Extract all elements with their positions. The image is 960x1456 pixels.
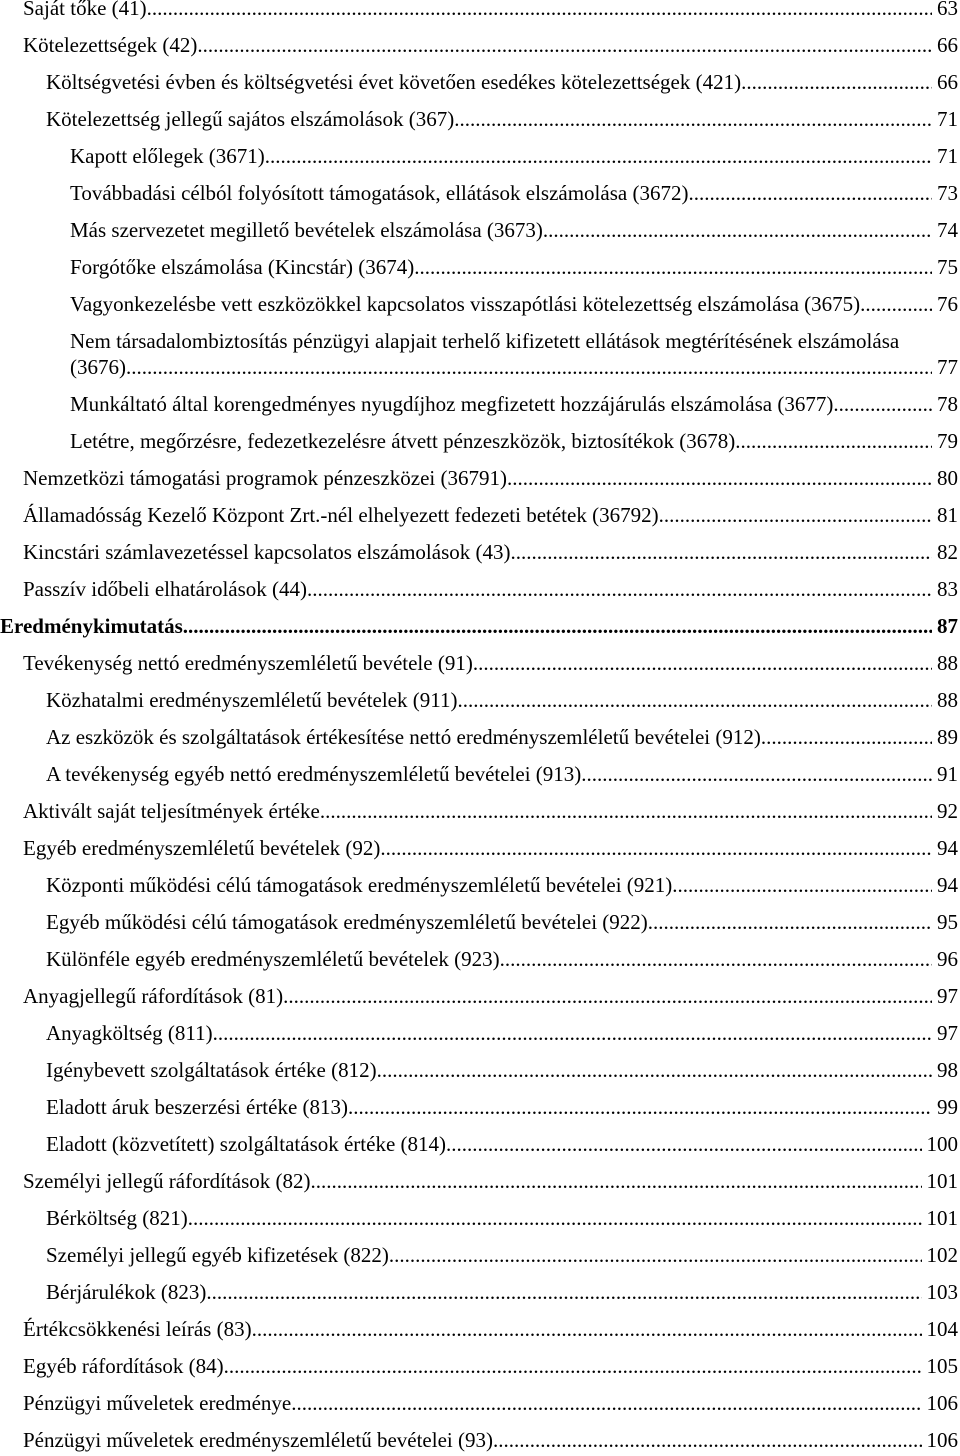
toc-entry-page-number: 97 [932,983,960,1009]
toc-entry-title: Forgótőke elszámolása (Kincstár) (3674) [70,255,415,279]
toc-entry-title: Igénybevett szolgáltatások értéke (812) [46,1058,377,1082]
toc-entry[interactable] [0,1316,960,1342]
toc-entry-title: Egyéb ráfordítások (84) [23,1354,224,1378]
toc-entry-page-number: 79 [932,428,960,454]
toc-entry-page-number: 101 [922,1205,960,1231]
toc-entry[interactable] [0,502,960,528]
toc-entry[interactable] [0,32,960,58]
toc-entry-title: Továbbadási célból folyósított támogatások, ellátások elszámolása (3672) [70,181,689,205]
toc-entry-page-number: 95 [932,909,960,935]
toc-entry-page-number: 88 [932,650,960,676]
toc-entry[interactable] [0,1094,960,1120]
toc-entry[interactable] [0,1353,960,1379]
toc-entry-page-number: 91 [932,761,960,787]
toc-entry-page-number: 80 [932,465,960,491]
toc-entry-title: Személyi jellegű egyéb kifizetések (822) [46,1243,389,1267]
toc-entry-title: Költségvetési évben és költségvetési évet követően esedékes kötelezettségek (421) [46,70,742,94]
toc-entry-page-number: 102 [922,1242,960,1268]
toc-entry-title: Kapott előlegek (3671) [70,144,265,168]
toc-entry-page-number: 106 [922,1390,960,1416]
toc-entry-title: Saját tőke (41) [23,0,147,20]
toc-entry[interactable] [0,465,960,491]
toc-entry-page-number: 82 [932,539,960,565]
toc-entry[interactable] [0,539,960,565]
toc-entry-title: Pénzügyi műveletek eredménye [23,1391,292,1415]
toc-entry-page-number: 101 [922,1168,960,1194]
toc-entry[interactable] [0,761,960,787]
toc-entry-page-number: 83 [932,576,960,602]
toc-entry-title: Központi működési célú támogatások eredményszemléletű bevételei (921) [46,873,673,897]
toc-entry-page-number: 71 [932,106,960,132]
toc-entry-page-number: 106 [922,1427,960,1453]
toc-entry[interactable] [0,1427,960,1453]
toc-entry[interactable] [0,1168,960,1194]
toc-entry[interactable] [0,687,960,713]
toc-entry-page-number: 104 [922,1316,960,1342]
toc-entry-page-number: 76 [932,291,960,317]
toc-entry-page-number: 89 [932,724,960,750]
toc-entry[interactable] [0,254,960,280]
toc-entry-title: Államadósság Kezelő Központ Zrt.-nél elhelyezett fedezeti betétek (36792) [23,503,659,527]
toc-entry-title: Az eszközök és szolgáltatások értékesítése nettó eredményszemléletű bevételei (912) [46,725,761,749]
toc-entry-title: Eladott (közvetített) szolgáltatások értéke (814) [46,1132,447,1156]
toc-entry-title: Pénzügyi műveletek eredményszemléletű bevételei (93) [23,1428,493,1452]
toc-entry[interactable] [0,69,960,95]
toc-entry-title: Letétre, megőrzésre, fedezetkezelésre átvett pénzeszközök, biztosítékok (3678) [70,429,736,453]
toc-entry[interactable] [0,1131,960,1157]
toc-entry[interactable] [0,1205,960,1231]
toc-entry-page-number: 81 [932,502,960,528]
toc-entry-title: Nem társadalombiztosítás pénzügyi alapjait terhelő kifizetett ellátások megtérítésének elszámolása (3676) [70,329,900,379]
toc-entry-title: Vagyonkezelésbe vett eszközökkel kapcsolatos visszapótlási kötelezettség elszámolása (3675) [70,292,861,316]
toc-entry[interactable] [0,428,960,454]
toc-entry-title: Értékcsökkenési leírás (83) [23,1317,252,1341]
toc-entry[interactable] [0,328,960,380]
toc-entry[interactable] [0,143,960,169]
toc-entry-page-number: 94 [932,872,960,898]
toc-entry[interactable] [0,217,960,243]
toc-entry[interactable] [0,1020,960,1046]
toc-entry-title: Munkáltató által korengedményes nyugdíjhoz megfizetett hozzájárulás elszámolása (3677) [70,392,834,416]
toc-entry-title: Bérköltség (821) [46,1206,188,1230]
toc-entry-title: Nemzetközi támogatási programok pénzeszközei (36791) [23,466,507,490]
toc-entry-title: A tevékenység egyéb nettó eredményszemléletű bevételei (913) [46,762,582,786]
toc-entry-title: Egyéb működési célú támogatások eredményszemléletű bevételei (922) [46,910,648,934]
toc-entry-page-number: 99 [932,1094,960,1120]
toc-entry-title: Személyi jellegű ráfordítások (82) [23,1169,311,1193]
toc-entry-title: Más szervezetet megillető bevételek elszámolása (3673) [70,218,543,242]
toc-entry[interactable] [0,1279,960,1305]
toc-entry-page-number: 96 [932,946,960,972]
toc-entry-title: Kincstári számlavezetéssel kapcsolatos elszámolások (43) [23,540,511,564]
toc-entry-title: Eladott áruk beszerzési értéke (813) [46,1095,349,1119]
toc-entry-page-number: 88 [932,687,960,713]
toc-entry[interactable] [0,946,960,972]
toc-entry-page-number: 78 [932,391,960,417]
toc-entry[interactable] [0,872,960,898]
toc-entry[interactable] [0,1390,960,1416]
toc-entry-page-number: 74 [932,217,960,243]
toc-entry-page-number: 66 [932,32,960,58]
toc-entry-page-number: 92 [932,798,960,824]
toc-entry[interactable] [0,983,960,1009]
toc-entry-page-number: 63 [932,0,960,21]
toc-entry-page-number: 94 [932,835,960,861]
toc-entry-page-number: 98 [932,1057,960,1083]
toc-entry-title: Egyéb eredményszemléletű bevételek (92) [23,836,381,860]
toc-entry-page-number: 75 [932,254,960,280]
toc-heading-title: Eredménykimutatás [0,614,183,638]
toc-entry-page-number: 100 [922,1131,960,1157]
toc-entry[interactable] [0,291,960,317]
toc-entry[interactable] [0,909,960,935]
toc-entry-title: Aktivált saját teljesítmények értéke [23,799,320,823]
toc-entry[interactable] [0,798,960,824]
toc-entry-page-number: 103 [922,1279,960,1305]
toc-entry[interactable] [0,1242,960,1268]
toc-entry-page-number: 66 [932,69,960,95]
toc-entry[interactable] [0,106,960,132]
toc-entry[interactable] [0,180,960,206]
toc-entry-title: Anyagköltség (811) [46,1021,213,1045]
toc-entry-title: Kötelezettségek (42) [23,33,198,57]
toc-entry-page-number: 71 [932,143,960,169]
toc-heading[interactable] [0,613,960,639]
toc-entry-title: Tevékenység nettó eredményszemléletű bevétele (91) [23,651,473,675]
toc-entry[interactable] [0,724,960,750]
toc-entry[interactable] [0,650,960,676]
toc-heading-page-number: 87 [932,613,960,639]
toc-entry-page-number: 97 [932,1020,960,1046]
toc-entry-title: Anyagjellegű ráfordítások (81) [23,984,284,1008]
toc-entry-title: Kötelezettség jellegű sajátos elszámolások (367) [46,107,455,131]
toc-entry-page-number: 77 [932,354,960,380]
toc-entry-title: Közhatalmi eredményszemléletű bevételek (911) [46,688,458,712]
toc-entry[interactable] [0,1057,960,1083]
toc-entry-title: Bérjárulékok (823) [46,1280,207,1304]
toc-entry[interactable] [0,576,960,602]
toc-entry-page-number: 73 [932,180,960,206]
toc-entry[interactable] [0,391,960,417]
toc-entry[interactable] [0,835,960,861]
toc-entry-title: Különféle egyéb eredményszemléletű bevételek (923) [46,947,500,971]
toc-entry[interactable] [0,0,960,21]
toc-entry-title: Passzív időbeli elhatárolások (44) [23,577,308,601]
toc-entry-page-number: 105 [922,1353,960,1379]
